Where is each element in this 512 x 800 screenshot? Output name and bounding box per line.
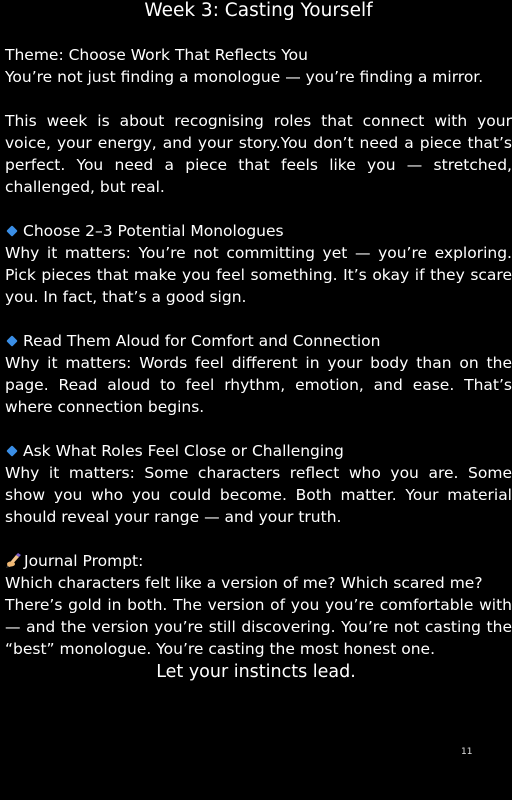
section-2	[5, 330, 512, 418]
spacer	[5, 308, 512, 330]
journal-section	[5, 550, 512, 660]
page-number: 11	[461, 747, 473, 757]
journal-question: Which characters felt like a version of me? Which scared me?	[5, 574, 483, 592]
section-body: Why it matters: Some characters reflect who you are. Some show you who you could become. Both matter. Your material should reveal your range — and your truth.	[5, 464, 512, 526]
closing-line: Let your instincts lead.	[156, 662, 356, 682]
page-title: Week 3: Casting Yourself	[144, 0, 373, 21]
section-body: Why it matters: Words feel different in your body than on the page. Read aloud to feel rhythm, emotion, and ease. That’s where connection begins.	[5, 354, 512, 416]
theme-line: Theme: Choose Work That Reflects You	[5, 46, 308, 64]
intro-paragraph: This week is about recognising roles that connect with your voice, your energy, and your story.You don’t need a piece that’s perfect. You need a piece that feels like you — stretched, challenged, but real.	[5, 112, 512, 196]
writing-hand-icon	[5, 552, 23, 568]
section-heading-text: Read Them Aloud for Comfort and Connection	[23, 332, 381, 350]
spacer	[5, 22, 512, 44]
journal-heading	[5, 550, 512, 572]
section-body: Why it matters: You’re not committing yet — you’re exploring. Pick pieces that make you feel something. It’s okay if they scare you. In fact, that’s a good sign.	[5, 244, 512, 306]
section-heading	[5, 220, 512, 242]
section-heading-text: Choose 2–3 Potential Monologues	[23, 222, 284, 240]
blue-diamond-icon	[6, 445, 17, 456]
journal-heading-text: Journal Prompt:	[24, 552, 144, 570]
spacer	[5, 528, 512, 550]
journal-body: There’s gold in both. The version of you you’re comfortable with — and the version you’re still discovering. You’re not casting the “best” monologue. You’re casting the most honest one.	[5, 596, 512, 658]
section-heading	[5, 330, 512, 352]
section-1	[5, 220, 512, 308]
section-heading	[5, 440, 512, 462]
section-3	[5, 440, 512, 528]
blue-diamond-icon	[6, 335, 17, 346]
blue-diamond-icon	[6, 225, 17, 236]
spacer	[5, 418, 512, 440]
theme-subline: You’re not just finding a monologue — you’re finding a mirror.	[5, 68, 484, 86]
spacer	[5, 198, 512, 220]
spacer	[5, 88, 512, 110]
section-heading-text: Ask What Roles Feel Close or Challenging	[23, 442, 344, 460]
